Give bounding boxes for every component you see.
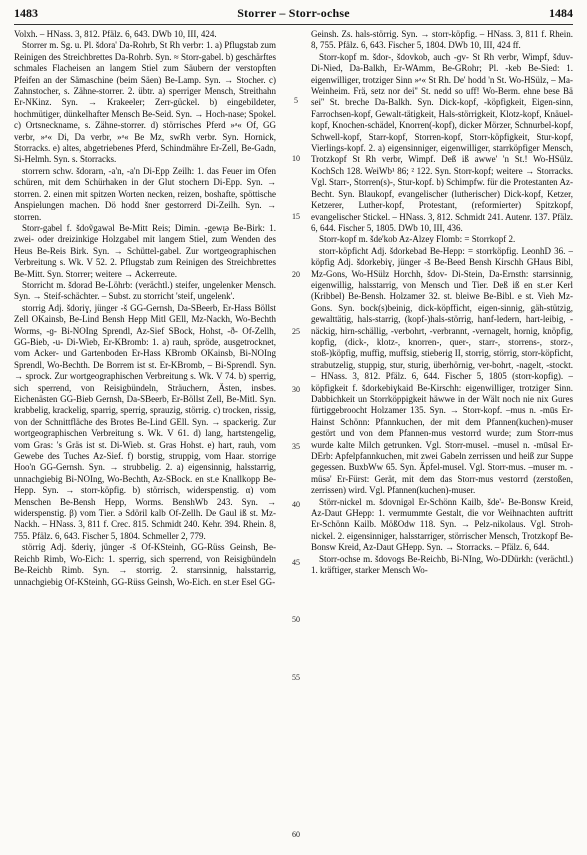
entry-paragraph: Geinsh. Zs. hals-störrig. Syn. → storr-köpfig. – HNass. 3, 811 f. Rhein. 8, 755. Pfälz. 6, 643. Fischer 5, 1804. DWb 10, III, 424 ff.: [311, 29, 573, 51]
entry-paragraph: storr-köpficht Adj. šdorkebad Be-Hepp: = storrköpfig. LeonhD 36. –köpfig Adj. šdorkebiɣ, jünger -š Be-Beed Bensh Kirschh GHaus Bibl, Mz-Gons, Wo-HSülz Horchh, šdov- Di-Stein, Da-Ernsth: starrsinnig, eigenwillig, halsstarrig, von Mensch und Tier. Deß iß en st.er Kerl (Kribbel) Be-Bensh. Holzamer 32. st. bleiwe Be-Bibl. e st. Vieh Mz-Gons. Syn. bock(s)beinig, dick-köpfficht, eigen-sinnig, gäh-stützig, gewalttätig, hals-starrig, (kopf-)hals-störrig, hanf-ledern, hart-leibig, -näckig, hirn-schällig, -verbohrt, -verbrannt, -vernagelt, hornig, knöpfig, kopfig, (dick-, klotz-, knorren-, quer-, starr-, storrens-, storz-, stoß-)köpfig, muffig, muffsig, stieberig II, storrig, störrig, storr-köpficht, strabutzelig, stuppig, stur, sturig, überhörnig, ver-bohrt, -nagelt, -stockt. – HNass. 3, 812. Pfälz. 6, 644. Fischer 5, 1805 (storr-kopfig). –köpfigkeit f. šdorkebiɣkaid Be-Kirschh: eigenwilliger, trotziger Sinn. Dabbichkeit un Storrköppigkeit häwwe in der Wält noch nie nix Gures fürtiggebroocht Holzamer 135. Syn. → Storr-kopf. –mus n. -mūs Er-Hainst Schönn: Pfannkuchen, der mit dem Pfannen(kuchen)-muser gestört und von dem Pfannen-mus vestorrd wurde; zum Storr-mus wurde kalte Milch getrunken. Vgl. Storr-musel. –musel n. -mūsəl Er-DErb: Apfelpfannkuchen, mit zwei Gabeln zerrissen und heiß zur Suppe gegessen. BuxbWw 65. Syn. Äpfel-musel. Vgl. Storr-mus. –muser m. -müsə' Er-Fürst: Gerät, mit dem das Storr-mus vestorrd (zerstoßen, zerrissen) wird. Vgl. Pfannen(kuchen)-muser.: [311, 245, 573, 496]
entry-paragraph: Storr-kopf m. šde'kob Az-Alzey Flomb: = Storrkopf 2.: [319, 234, 516, 245]
right-column: [311, 29, 573, 847]
page-number-left: 1483: [14, 6, 38, 20]
left-column: [14, 29, 276, 847]
line-number: 50: [292, 615, 300, 624]
line-number: 35: [292, 442, 300, 451]
line-number: 25: [292, 327, 300, 336]
entry-paragraph: storrig Adj. šdoriɣ, jünger -š GG-Gernsh, Da-SBeerb, Er-Hass Böllst Zell OKainsb, Be-Lind Bensh Hepp Mitl GEll, Mz-Nackh, Wo-Bechth Worms, -ɡ- Bi-NOIng Sprendl, Az-Sief SBock, Hohst, -ð- Of-Zellh, GG-Bieb, -u- Di-Wieb, Er-KBromb: 1. a) rauh, spröde, ausgetrocknet, vom Acker- und Gartenboden Er-Hass KBromb OKainsb, Bi-NOIng Sprendl, Wo-Bechth. De Borrem ist st. Er-KBromb, – Bi-Sprendl. Syn. → sprock. Zur wortgeographischen Verbreitung s. Wk. V 74. b) sperrig, sich sperrend, von Reisigbündeln, Sträuchern, Ästen, insbes. Eichenästen GG-Bieb Gernsh, Da-SBeerb, Er-Böllst Zell, Be-Mitl. Syn. krabbelig, krackelig, sparrig, sperrig, sprauzig, störrig. c) trocken, rissig, von der Schnittfläche des Brotes Be-Lind GEll. Syn. → spackerig. Zur wortgeographischen Verbreitung s. Wk. V 61. d) lang, hartstengelig, vom Gras: 's Gräs ist st. Di-Wieb. st. Gras Hohst. e) hart, rauh, vom Gewebe des Tuches Az-Sief. f) borstig, struppig, vom Haar. storrige Hoo'n GG-Gernsh. Syn. → strubbelig. 2. a) eigensinnig, halsstarrig, unnachgiebig Bi-NOIng, Wo-Bechth, Az-SBock. en st.e Knallkopp Be-Hepp. Syn. → storr-köpfig. b) störrisch, widerspenstig. α) vom Menschen Be-Bensh Hepp, Worms. BenshWb 243. Syn. → widerspenstig. β) vom Tier. ə Sdöril kalb Of-Zellh. De Gaul iß st. Mz-Nackh. – HNass. 3, 811 f. Crec. 815. Schmidt 240. Kehr. 394. Rhein. 8, 755. Pfälz. 6, 643. Fischer 5, 1804. Schmeller 2, 779.: [14, 302, 276, 541]
line-number: 30: [292, 385, 300, 394]
header-rule: [14, 24, 573, 25]
entry-paragraph: Storr-ochse m. šdovogs Be-Reichb, Bi-NIng, Wo-DDürkh: (verächtl.) 1. kräftiger, starker Mensch Wo-: [311, 553, 573, 576]
entry-paragraph: Störr-nickel m. šdovnigəl Er-Schönn Kailb, šde'- Be-Bonsw Kreid, Az-Daut GHepp: 1. vermummte Gestalt, die vor Weihnachten auftritt Er-Schönn Kailb. MößOdw 118. Syn. → Pelz-nikolaus. Vgl. Stroh-nickel. 2. eigensinniger, halsstarriger, störrischer Mensch, Trotzkopf Be-Bonsw Kreid, Az-Daut GHepp. Syn. → Storracks. – Pfälz. 6, 644.: [311, 496, 573, 553]
entry-paragraph: Storr-gabel f. šdoṽgawəl Be-Mitt Reis; Dimin. -gewɪ̯ə Be-Birk: 1. zwei- oder dreizinkige Holzgabel mit langem Stiel, zum Wenden des Heus Be-Reis Birk. Syn. → Schüttel-gabel. Zur wortgeographischen Verbreitung s. Wk. V 52. 2. Pflugstab zum Reinigen des Streichbrettes Be-Mitt. Syn. Storrer; weitere → Ackerreute.: [14, 222, 276, 279]
line-number: 55: [292, 673, 300, 682]
page-header: [14, 6, 573, 22]
entry-paragraph: Storricht m. šdorad Be-Löhrb: (verächtl.) steifer, ungelenker Mensch. Syn. → Steif-schächter. – Subst. zu storricht 'steif, ungelenk'.: [14, 279, 276, 302]
line-number: 40: [292, 500, 300, 509]
entry-paragraph: störrig Adj. šderiɣ, jünger -š Of-KSteinh, GG-Rüss Geinsh, Be-Reichb Rimb, Wo-Eich: 1. sperrig, sich sperrend, von Reisigbündeln Be-Reichb Rimb. Syn. → storrig. 2. starrsinnig, halsstarrig, unnachgiebig Of-KSteinh, GG-Rüss Geinsh, Wo-Eich. en st.er Esel GG-: [14, 542, 276, 587]
line-number: 45: [292, 558, 300, 567]
entry-paragraph: Volxh. – HNass. 3, 812. Pfälz. 6, 643. DWb 10, III, 424.: [14, 29, 217, 39]
line-number: 60: [292, 830, 300, 839]
page-number-right: 1484: [549, 6, 573, 20]
line-number: 5: [294, 96, 298, 105]
running-title: Storrer – Storr-ochse: [237, 6, 350, 20]
line-number: 10: [292, 154, 300, 163]
line-number: 15: [292, 212, 300, 221]
entry-paragraph: Storr-kopf m. šdor-, šdovkob, auch -ɡv- St Rh verbr, Wimpf, šduv- Di-Nied, Da-Balkh, Er-WAmm, Be-GRohr; Pl. -keb Be-Sied: 1. eigenwilliger, trotziger Sinn »ᵃ« St Rh. De' hodd 'n St. Wo-HSülz, – Ma-Weinheim. Frä, setz nor dei'' St. nedd so uff! Wo-Berm. ehne bese Bä sei'' St. breche Da-Balkh. Syn. Dick-kopf, -köpfigkeit, Eigen-sinn, Farrochsen-kopf, Gewalt-tätigkeit, Hals-störrigkeit, Klotz-kopf, Knäuel-kopf, Knochen-schädel, Knorren(-kopf), dicker Mörzer, Schnurbel-kopf, Schwell-kopf, Starr-kopf, Storren-kopf, Storr-köpfigkeit, Stur-kopf, Vierlings-kopf. 2. a) eigensinniger, eigenwilliger, starrköpfiger Mensch, Trotzkopf St Rh verbr, Wimpf. Deß iß awwe' 'n St.! Wo-HSülz. KochSch 128. WeiWb¹ 86; ² 122. Syn. Storr-kopf; weitere → Storracks. Vgl. Starr-, Storren(s)-, Stur-kopf. b) Schimpfw. für die Protestanten Az-Becht. Syn. Blaukopf, evangelischer (lutherischer) Dick-kopf, Ketzer, Ketzerer, Luther-kopf, Protestant, (reformierter) Spitzkopf, evangelischer Stickel. – HNass. 3, 812. Schmidt 241. Autenr. 137. Pfälz. 6, 644. Fischer 5, 1805. DWb 10, III, 436.: [311, 51, 573, 233]
line-number: 20: [292, 270, 300, 279]
entry-paragraph: Storrer m. Sg. u. Pl. šdora' Da-Rohrb, St Rh verbr: 1. a) Pflugstab zum Reinigen des Streichbrettes Da-Rohrb. Syn. ≈ Storr-gabel. b) geschärftes schmales Flacheisen an langem Stiel zum Säubern der verstopften Pfeifen an der Sämaschine (beim Säen) Be-Lamp. Syn. → Stocher. c) Zahnstocher, s. Zähne-storrer. 2. übtr. a) sperriger Mensch, Streithahn Er-NKinz. Syn. → Krakeeler; Zerr-gückel. b) eingebildeter, hochmütiger, dünkelhafter Mensch Be-Seid. Syn. → Hoch-nase; Spokel. c) Ortsneckname, s. Zähne-storrer. d) störrisches Pferd »ᵃ« Of, GG verbr, »ᵃ« Di, Da verbr, »ᵃ« Be Mz, swRh verbr. Syn. Hornick, Storracks. e) altes, abgetriebenes Pferd, Schindmähre Er-Zell, Be-Gadn, Si-Helmh. Syn. s. Storracks.: [14, 40, 276, 165]
entry-paragraph: storrern schw. šdorarn, -a'n, -a'n Di-Epp Zeilh: 1. das Feuer im Ofen schüren, mit dem Schürhaken in der Glut stochern Di-Epp. Syn. → storren. 2. einen mit spitzen Worten necken, reizen, boshafte, spöttische Anspielungen machen. Dö hodd šner gestorrerd Di-Zeilh. Syn. → storren.: [14, 165, 276, 222]
